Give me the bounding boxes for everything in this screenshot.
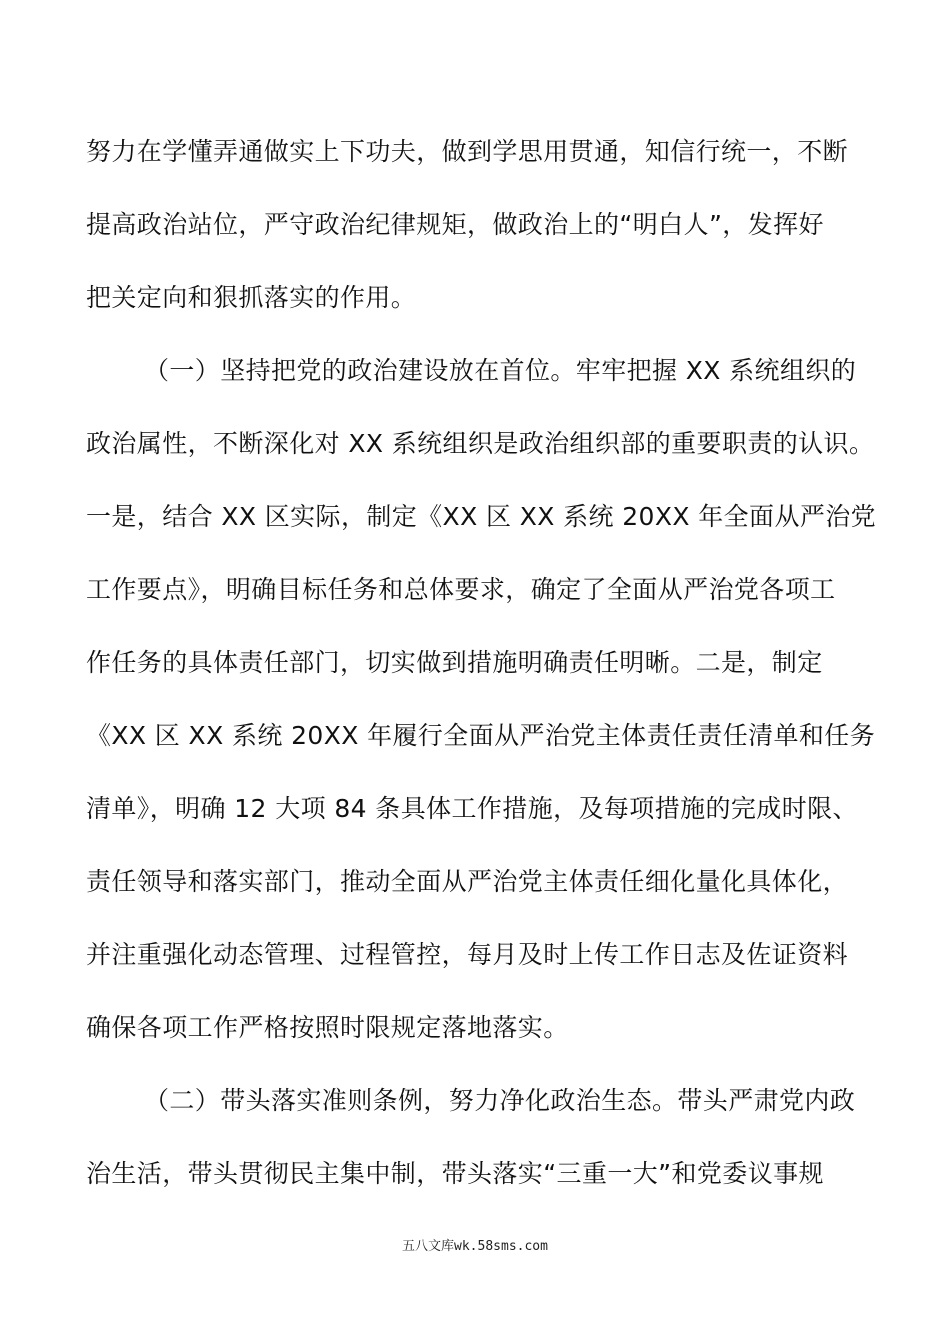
body-text-line: 清单》，明确 12 大项 84 条具体工作措施，及每项措施的完成时限、 <box>86 794 858 823</box>
body-text-line: 责任领导和落实部门，推动全面从严治党主体责任细化量化具体化， <box>86 867 849 896</box>
body-text-line: 一是，结合 XX 区实际，制定《XX 区 XX 系统 20XX 年全面从严治党 <box>86 502 877 531</box>
body-text-line: 政治属性，不断深化对 XX 系统组织是政治组织部的重要职责的认识。 <box>86 429 875 458</box>
body-text-line: 治生活，带头贯彻民主集中制，带头落实“三重一大”和党委议事规 <box>86 1159 824 1188</box>
body-text-line: 《XX 区 XX 系统 20XX 年履行全面从严治党主体责任责任清单和任务 <box>86 721 876 750</box>
footer-watermark: 五八文库wk.58sms.com <box>402 1239 548 1254</box>
body-text-line: 把关定向和狠抓落实的作用。 <box>86 283 417 312</box>
body-text-line: 工作要点》，明确目标任务和总体要求，确定了全面从严治党各项工 <box>86 575 836 604</box>
paragraph-heading-line: （二）带头落实准则条例，努力净化政治生态。带头严肃党内政 <box>144 1086 856 1115</box>
body-text-line: 并注重强化动态管理、过程管控，每月及时上传工作日志及佐证资料 <box>86 940 849 969</box>
body-text-line: 作任务的具体责任部门，切实做到措施明确责任明晰。二是，制定 <box>86 648 823 677</box>
paragraph-heading-line: （一）坚持把党的政治建设放在首位。牢牢把握 XX 系统组织的 <box>144 356 857 385</box>
body-text-line: 努力在学懂弄通做实上下功夫，做到学思用贯通，知信行统一，不断 <box>86 137 849 166</box>
body-text-line: 确保各项工作严格按照时限规定落地落实。 <box>86 1013 569 1042</box>
body-text-line: 提高政治站位，严守政治纪律规矩，做政治上的“明白人”，发挥好 <box>86 210 824 239</box>
